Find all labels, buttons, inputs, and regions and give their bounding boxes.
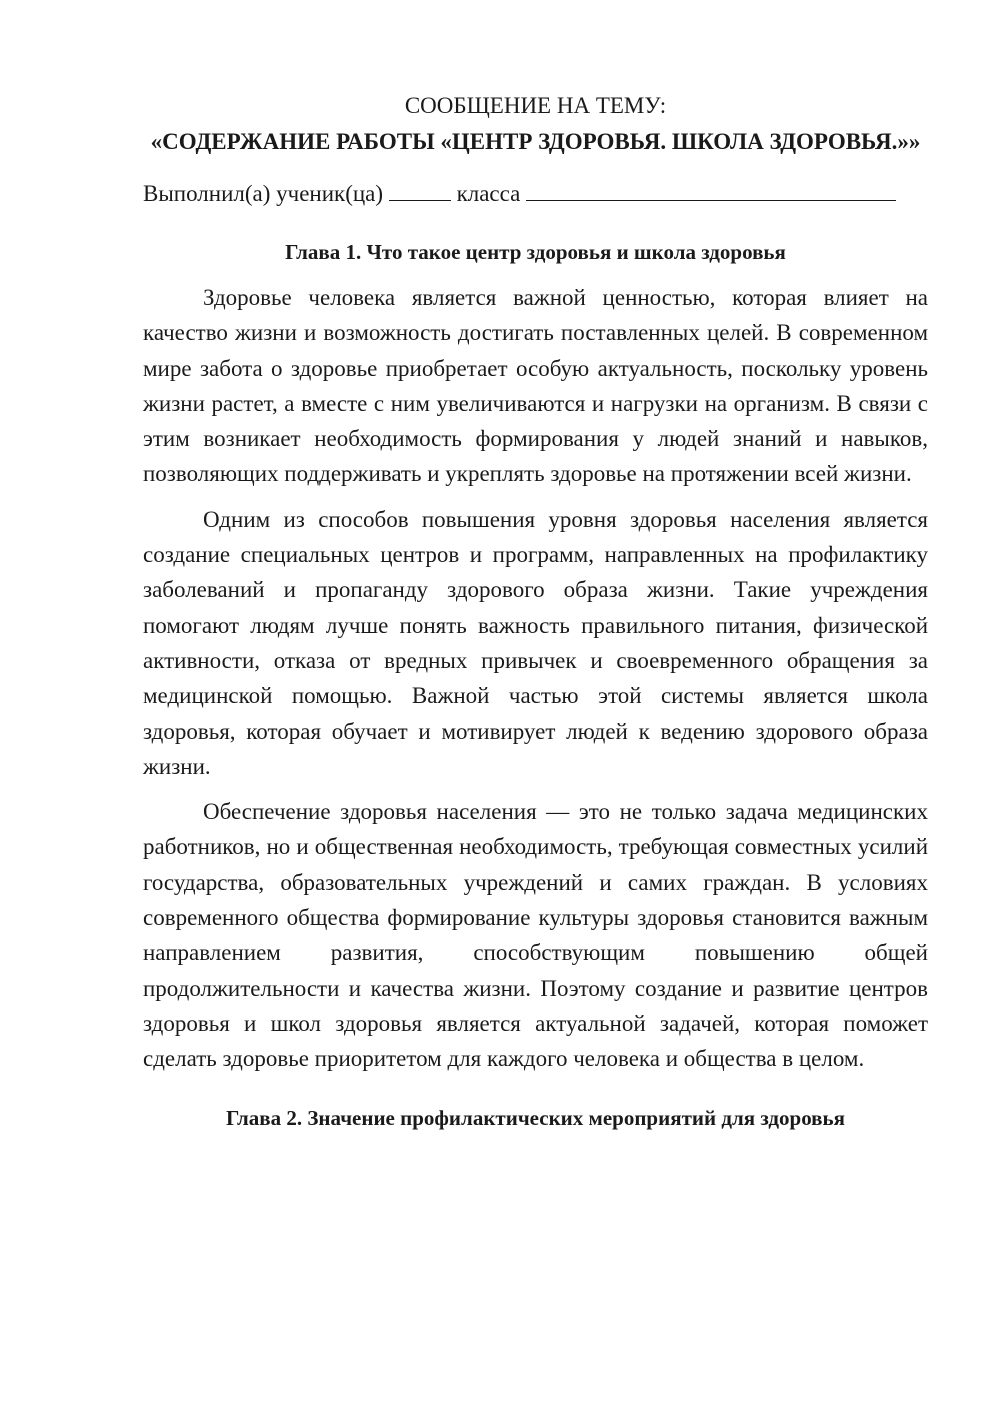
- chapter-1-paragraph-2: Одним из способов повышения уровня здоровья населения является создание специальных центров и программ, направленных на профилактику заболеваний и пропаганду здорового образа жизни. Такие учреждения помогают людям лучше понять важность правильного питания, физической активности, отказа от вредных привычек и своевременного обращения за медицинской помощью. Важной частью этой системы является школа здоровья, которая обучает и мотивирует людей к ведению здорового образа жизни.: [143, 506, 928, 779]
- class-blank: [389, 176, 451, 201]
- author-prefix: Выполнил(а) ученик(ца): [143, 181, 384, 206]
- document-header: СООБЩЕНИЕ НА ТЕМУ:: [404, 93, 667, 118]
- chapter-2-heading: Глава 2. Значение профилактических мероприятий для здоровья: [225, 1105, 845, 1130]
- author-line: [143, 176, 928, 212]
- document-title: «СОДЕРЖАНИЕ РАБОТЫ «ЦЕНТР ЗДОРОВЬЯ. ШКОЛА ЗДОРОВЬЯ.»»: [150, 129, 921, 154]
- document-page: [143, 88, 928, 1136]
- chapter-1-paragraph-3: Обеспечение здоровья населения — это не только задача медицинских работников, но и общественная необходимость, требующая совместных усилий государства, образовательных учреждений и самих граждан. В условиях современного общества формирование культуры здоровья становится важным направлением развития, способствующим повышению общей продолжительности и качества жизни. Поэтому создание и развитие центров здоровья и школ здоровья является актуальной задачей, которая поможет сделать здоровье приоритетом для каждого человека и общества в целом.: [143, 799, 928, 1072]
- chapter-1-paragraph-1: Здоровье человека является важной ценностью, которая влияет на качество жизни и возможность достигать поставленных целей. В современном мире забота о здоровье приобретает особую актуальность, поскольку уровень жизни растет, а вместе с ним увеличиваются и нагрузки на организм. В связи с этим возникает необходимость формирования у людей знаний и навыков, позволяющих поддерживать и укреплять здоровье на протяжении всей жизни.: [143, 285, 928, 487]
- name-blank: [526, 176, 896, 201]
- chapter-1-heading: Глава 1. Что такое центр здоровья и школа здоровья: [285, 240, 786, 264]
- author-middle: класса: [456, 181, 521, 206]
